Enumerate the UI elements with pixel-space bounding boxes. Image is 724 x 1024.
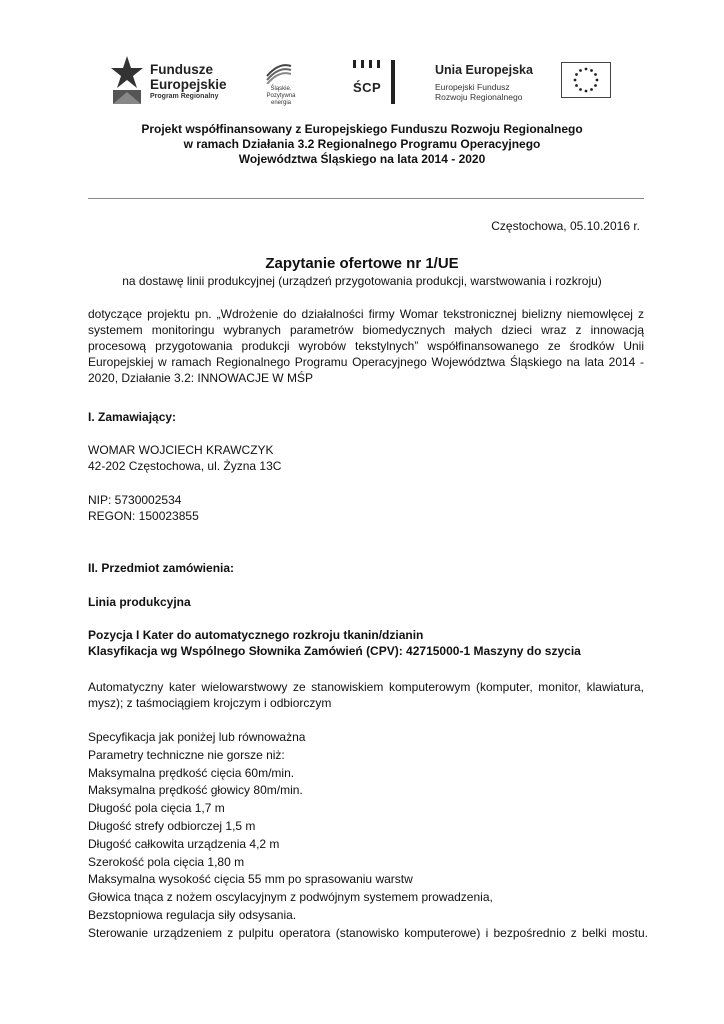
item-description: Automatyczny kater wielowarstwowy ze stanowiskiem komputerowym (komputer, monitor, klawiatura, mysz); z taśmociągiem krojczym i odbiorczym — [88, 680, 644, 710]
header-divider — [88, 198, 644, 199]
spec-line: Maksymalna prędkość cięcia 60m/min. — [88, 765, 295, 780]
spec-line: Długość pola cięcia 1,7 m — [88, 801, 225, 816]
section-heading-order-subject: II. Przedmiot zamówienia: — [88, 561, 235, 575]
ordering-party-nip: NIP: 5730002534 — [88, 493, 182, 507]
unia-europejska-subtitle: Europejski Fundusz Rozwoju Regionalnego — [435, 82, 523, 102]
ordering-party-name: WOMAR WOJCIECH KRAWCZYK — [88, 443, 274, 457]
spec-line: Specyfikacja jak poniżej lub równoważna — [88, 730, 306, 744]
document-subtitle: na dostawę linii produkcyjnej (urządzeń przygotowania produkcji, warstwowania i rozkroju) — [122, 274, 602, 288]
spec-line: Długość strefy odbiorczej 1,5 m — [88, 818, 256, 833]
slaskie-label: Śląskie. Pozytywna energia — [266, 86, 296, 106]
program-regionalny-label: Program Regionalny — [150, 93, 219, 100]
spec-line: Długość całkowita urządzenia 4,2 m — [88, 836, 280, 851]
slaskie-logo-icon — [264, 60, 294, 84]
document-date: Częstochowa, 05.10.2016 r. — [491, 219, 640, 233]
ordering-party-regon: REGON: 150023855 — [88, 509, 199, 523]
project-cofinancing-caption: Projekt współfinansowany z Europejskiego Funduszu Rozwoju Regionalnego w ramach Działania 3.2 Regionalnego Programu Operacyjnego Województwa Śląskiego na lata 2014 - 2020 — [141, 122, 583, 166]
spec-line: Maksymalna prędkość głowicy 80m/min. — [88, 783, 303, 798]
position-title: Pozycja I Kater do automatycznego rozkroju tkanin/dzianin — [88, 628, 424, 642]
section-heading-ordering-party: I. Zamawiający: — [88, 410, 177, 424]
ordering-party-address: 42-202 Częstochowa, ul. Żyzna 13C — [88, 459, 282, 473]
eu-flag-icon — [561, 62, 611, 98]
logo-strip — [110, 46, 620, 112]
cpv-classification: Klasyfikacja wg Wspólnego Słownika Zamówień (CPV): 42715000-1 Maszyny do szycia — [88, 644, 581, 658]
spec-line: Głowica tnąca z nożem oscylacyjnym z podwójnym systemem prowadzenia, — [88, 890, 493, 905]
specification-list — [88, 729, 648, 943]
spec-line: Bezstopniowa regulacja siły odsysania. — [88, 907, 297, 922]
spec-line: Szerokość pola cięcia 1,80 m — [88, 854, 245, 869]
scp-label: ŚCP — [353, 80, 382, 95]
unia-europejska-title: Unia Europejska — [435, 63, 533, 77]
fundusze-europejskie-logo-icon — [110, 54, 144, 106]
spec-line: Sterowanie urządzeniem z pulpitu operatora (stanowisko komputerowe) i bezpośrednio z belki mostu. — [88, 925, 648, 940]
document-title: Zapytanie ofertowe nr 1/UE — [265, 255, 459, 272]
spec-line: Maksymalna wysokość cięcia 55 mm po sprasowaniu warstw — [88, 872, 413, 887]
production-line-label: Linia produkcyjna — [88, 595, 191, 609]
project-description: dotyczące projektu pn. „Wdrożenie do działalności firmy Womar tekstronicznej bielizny niemowlęcej z systemem monitoringu wybranych parametrów biomedycznych małych dzieci wraz z innowacją procesową przygotowania produkcji wyrobów tekstylnych” współfinansowanego ze środków Unii Europejskiej w ramach Regionalnego Programu Operacyjnego Województwa Śląskiego na lata 2014 - 2020, Działanie 3.2: INNOWACJE W MŚP — [88, 307, 644, 385]
spec-line: Parametry techniczne nie gorsze niż: — [88, 747, 285, 762]
fundusze-europejskie-name: Fundusze Europejskie — [150, 62, 227, 92]
